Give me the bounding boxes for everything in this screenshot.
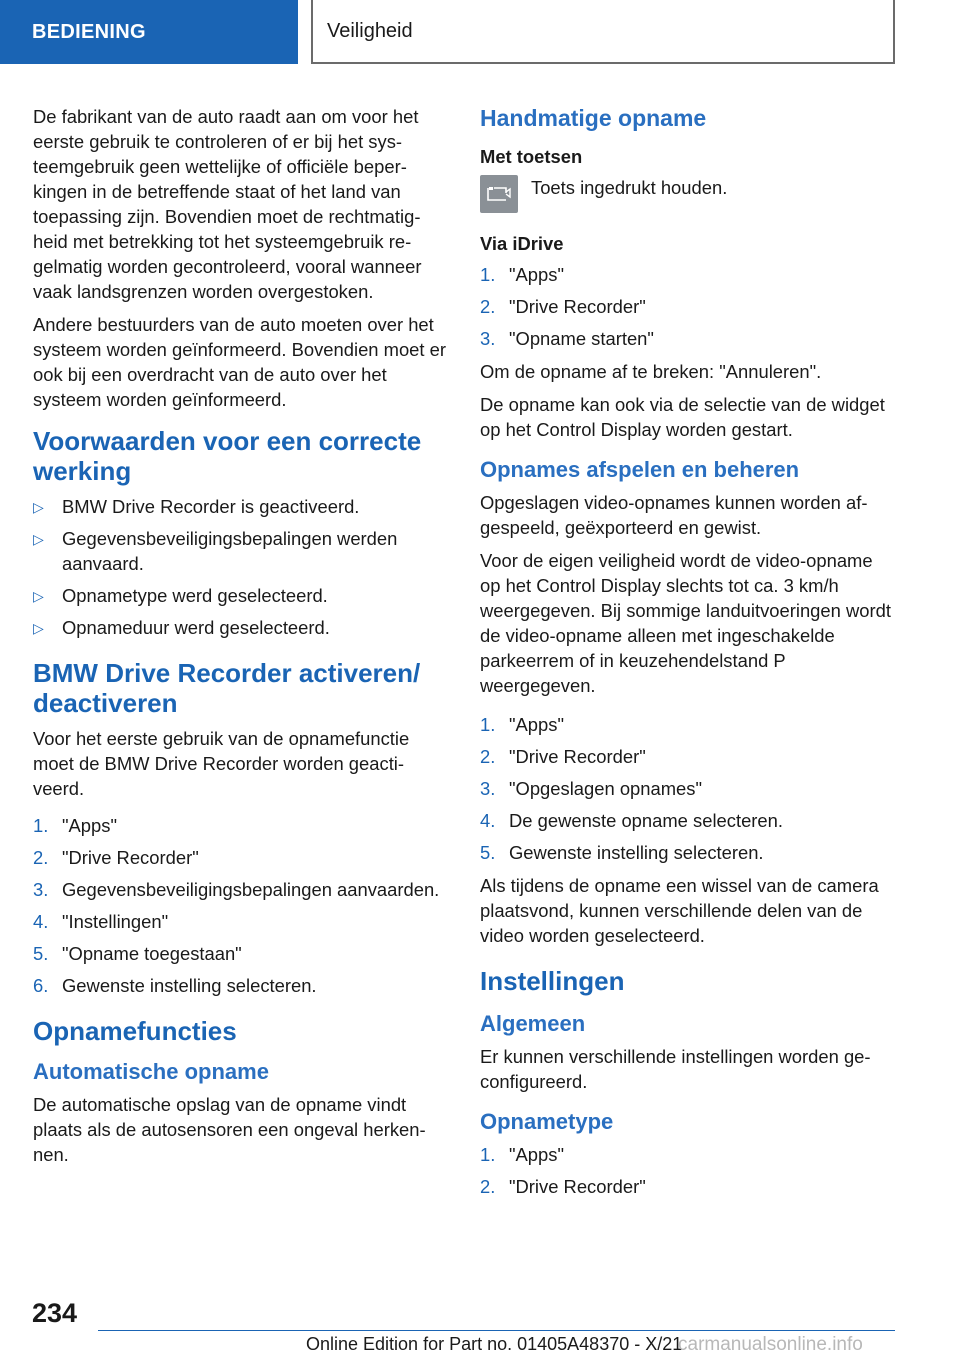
activate-steps bbox=[33, 813, 446, 998]
list-item: ▷ Gegevensbeveiligingsbepalingen werden aanvaard. bbox=[33, 528, 398, 574]
prerequisites-list bbox=[33, 494, 446, 640]
activate-paragraph: Voor het eerste gebruik van de opnamefunctie moet de BMW Drive Recorder worden geactiveerd. bbox=[33, 728, 410, 799]
list-item: 2. "Drive Recorder" bbox=[480, 1176, 646, 1197]
list-item: 3. "Opname starten" bbox=[480, 328, 654, 349]
list-item: 3. "Opgeslagen opnames" bbox=[480, 778, 703, 799]
key-text: Toets ingedrukt houden. bbox=[531, 177, 728, 198]
triangle-bullet-icon: ▷ bbox=[33, 588, 44, 604]
list-item: 5. Gewenste instelling selecteren. bbox=[480, 842, 764, 863]
footer-divider bbox=[98, 1330, 895, 1331]
general-heading: Algemeen bbox=[480, 1011, 586, 1036]
edition-text: Online Edition for Part no. 01405A48370 - X/21 bbox=[306, 1334, 683, 1354]
list-item: 2. "Drive Recorder" bbox=[480, 296, 646, 317]
list-item: 1. "Apps" bbox=[33, 815, 117, 836]
manual-recording-heading: Handmatige opname bbox=[480, 105, 707, 131]
playback-heading: Opnames afspelen en beheren bbox=[480, 457, 800, 482]
list-item: 1. "Apps" bbox=[480, 264, 564, 285]
camera-record-button-icon bbox=[480, 175, 518, 213]
watermark: carmanualsonline.info bbox=[678, 1334, 863, 1355]
right-column bbox=[480, 104, 892, 1207]
section-tab bbox=[0, 0, 298, 64]
playback-steps bbox=[480, 712, 892, 865]
keys-label: Met toetsen bbox=[480, 146, 583, 167]
manual-steps bbox=[480, 262, 892, 351]
recording-type-heading: Opnametype bbox=[480, 1109, 614, 1134]
chapter-title: Veiligheid bbox=[327, 19, 413, 42]
triangle-bullet-icon: ▷ bbox=[33, 620, 44, 636]
list-item: ▷ Opnametype werd geselecteerd. bbox=[33, 583, 446, 608]
auto-recording-paragraph: De automatische opslag van de opname vindt plaats als de autosensoren een ongeval herkennen. bbox=[33, 1094, 426, 1165]
camera-symbol-icon bbox=[486, 184, 512, 204]
list-item: 2. "Drive Recorder" bbox=[480, 746, 646, 767]
list-item: 4. De gewenste opname selecteren. bbox=[480, 810, 783, 831]
activate-heading: BMW Drive Recorder activeren/ deactiveren bbox=[33, 658, 421, 718]
list-item: 3. Gegevensbeveiligingsbepalingen aanvaarden. bbox=[33, 879, 440, 900]
list-item: ▷ BMW Drive Recorder is geactiveerd. bbox=[33, 494, 446, 519]
chapter-tab bbox=[311, 0, 895, 64]
idrive-label: Via iDrive bbox=[480, 233, 564, 254]
widget-paragraph: De opname kan ook via de selectie van de widget op het Control Display worden gestart. bbox=[480, 394, 885, 440]
list-item: 5. "Opname toegestaan" bbox=[33, 943, 242, 964]
auto-recording-heading: Automatische opname bbox=[33, 1059, 269, 1084]
list-item: 1. "Apps" bbox=[480, 1144, 564, 1165]
general-paragraph: Er kunnen verschillende instellingen worden geconfigureerd. bbox=[480, 1046, 871, 1092]
key-instruction bbox=[480, 175, 892, 213]
settings-heading: Instellingen bbox=[480, 966, 625, 996]
list-item: ▷ Opnameduur werd geselecteerd. bbox=[33, 615, 446, 640]
playback-paragraph-1: Opgeslagen video-opnames kunnen worden afgespeeld, geëxporteerd en gewist. bbox=[480, 492, 868, 538]
intro-paragraph-1: De fabrikant van de auto raadt aan om voor het eerste gebruik te controleren of er bij het systeemgebruik geen wettelijke of officiële beperkingen in de betreffende staat of het land van toepassing zijn. Bovendien moet de rechtmatigheid met betrekking tot het systeemgebruik regelmatig worden gecontroleerd, vooral wanneer vaak landsgrenzen worden overgestoken. bbox=[33, 106, 422, 302]
list-item: 2. "Drive Recorder" bbox=[33, 847, 199, 868]
intro-paragraph-2: Andere bestuurders van de auto moeten over het systeem worden geïnformeerd. Bovendien moet er ook bij een overdracht van de auto over het systeem worden geïnformeerd. bbox=[33, 314, 446, 410]
list-item: 1. "Apps" bbox=[480, 714, 564, 735]
page-number: 234 bbox=[32, 1298, 78, 1328]
cancel-paragraph: Om de opname af te breken: "Annuleren". bbox=[480, 361, 822, 382]
triangle-bullet-icon: ▷ bbox=[33, 531, 44, 547]
left-column bbox=[33, 104, 446, 1175]
list-item: 6. Gewenste instelling selecteren. bbox=[33, 975, 317, 996]
camera-switch-paragraph: Als tijdens de opname een wissel van de camera plaatsvond, kunnen verschillende delen van de video worden geselecteerd. bbox=[480, 875, 879, 946]
recording-type-steps bbox=[480, 1142, 892, 1199]
prerequisites-heading: Voorwaarden voor een correcte werking bbox=[33, 426, 422, 486]
playback-paragraph-2: Voor de eigen veiligheid wordt de video-opname op het Control Display slechts tot ca. 3 km/h weergegeven. Bij sommige landuitvoeringen wordt de video-opname alleen met ingeschakelde parkeerrem of in keuzehendelstand P weergegeven. bbox=[480, 550, 891, 696]
list-item: 4. "Instellingen" bbox=[33, 911, 169, 932]
section-title: BEDIENING bbox=[32, 20, 146, 43]
triangle-bullet-icon: ▷ bbox=[33, 499, 44, 515]
functions-heading: Opnamefuncties bbox=[33, 1016, 237, 1046]
